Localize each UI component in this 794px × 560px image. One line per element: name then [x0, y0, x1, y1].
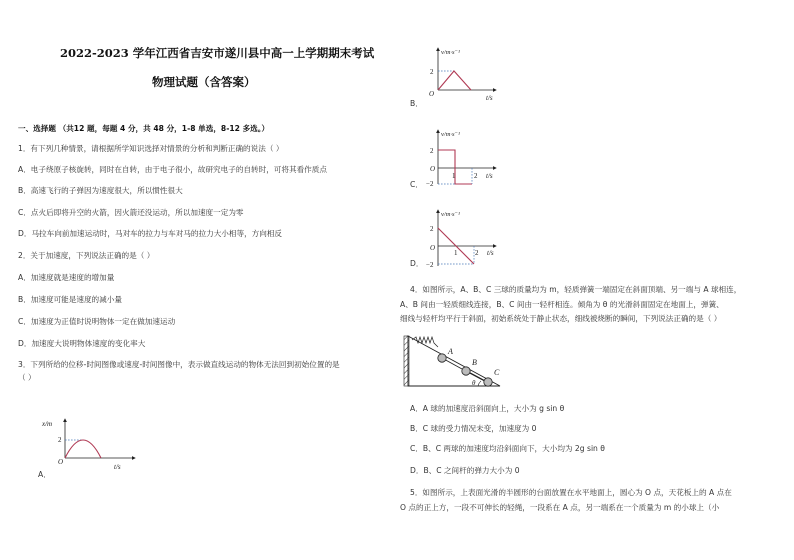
graph-d [410, 206, 510, 270]
graph-d-origin: O [430, 244, 436, 252]
graph-c-t2: 2 [474, 172, 478, 180]
q1-stem: 1．有下列几种情景，请根据所学知识选择对情景的分析和判断正确的说法（ ） [18, 144, 284, 153]
q4-stem-3: 细线与轻杆均平行于斜面，初始系统处于静止状态，细线被烧断的瞬间，下列说法正确的是（ ） [400, 314, 722, 323]
graph-a-origin: O [58, 458, 64, 466]
graph-c-tick-neg: −2 [426, 180, 434, 188]
graph-a [40, 416, 150, 476]
q5-stem-2: O 点的正上方，一段不可伸长的轻绳，一段系在 A 点，另一端系在一个质量为 m 的小球上（小 [400, 503, 720, 512]
graph-a-xlabel: t/s [114, 463, 121, 471]
graph-c-origin: O [430, 165, 436, 173]
graph-c-option: C． [410, 180, 423, 189]
q1-option-c: C．点火后即将升空的火箭，因火箭还没运动，所以加速度一定为零 [18, 208, 244, 217]
q1-option-a: A．电子绕原子核旋转，同时在自转，由于电子很小，故研究电子的自转时，可将其看作质点 [18, 165, 327, 174]
graph-d-tick-pos: 2 [430, 225, 434, 233]
q3-stem: 3．下列所给的位移-时间图像或速度-时间图像中，表示做直线运动的物体无法回到初始位置的是 [18, 360, 340, 369]
ball-c-label: C [494, 368, 500, 377]
graph-c [410, 126, 510, 190]
q1-option-b: B．高速飞行的子弹因为速度很大，所以惯性很大 [18, 186, 183, 195]
q2-option-b: B．加速度可能是速度的减小量 [18, 295, 122, 304]
q1-option-d: D．马拉车向前加速运动时，马对车的拉力与车对马的拉力大小相等，方向相反 [18, 229, 283, 238]
graph-a-option: A． [38, 470, 51, 479]
graph-d-tick-neg: −2 [426, 261, 434, 269]
graph-d-option: D． [410, 259, 424, 268]
graph-b-tick: 2 [430, 68, 434, 76]
q4-stem-1: 4．如图所示，A、B、C 三球的质量均为 m，轻质弹簧一端固定在斜面顶端、另一端与 A 球相连， [410, 285, 742, 294]
graph-c-xlabel: t/s [486, 172, 493, 180]
graph-a-tick: 2 [58, 436, 62, 444]
graph-d-ylabel: v/m·s⁻¹ [441, 211, 460, 218]
graph-c-t1: 1 [452, 172, 456, 180]
q3-stem-paren: （ ） [18, 373, 36, 382]
q4-stem-2: A、B 间由一轻质细线连接，B、C 间由一轻杆相连。倾角为 θ 的光滑斜面固定在地面上，弹簧、 [400, 300, 724, 309]
graph-d-t1: 1 [454, 249, 458, 257]
incline-figure [400, 332, 510, 390]
graph-b-xlabel: t/s [486, 94, 493, 102]
angle-label: θ [472, 379, 476, 387]
q2-option-c: C．加速度为正值时说明物体一定在做加速运动 [18, 317, 176, 326]
graph-b [410, 44, 510, 102]
q2-option-d: D．加速度大说明物体速度的变化率大 [18, 339, 146, 348]
graph-c-tick-pos: 2 [430, 147, 434, 155]
graph-d-xlabel: t/s [487, 249, 494, 257]
q5-stem-1: 5．如图所示，上表面光滑的半圆形的台面放置在水平地面上，圆心为 O 点，天花板上的 A 点在 [410, 488, 732, 497]
doc-subtitle: 物理试题（含答案） [152, 75, 256, 89]
q4-option-d: D．B、C 之间杆的弹力大小为 0 [410, 466, 520, 475]
q4-option-a: A．A 球的加速度沿斜面向上，大小为 g sin θ [410, 404, 565, 413]
q4-option-b: B．C 球的受力情况未变，加速度为 0 [410, 424, 537, 433]
q2-stem: 2．关于加速度，下列说法正确的是（ ） [18, 251, 155, 260]
q4-option-c: C．B、C 两球的加速度均沿斜面向下，大小均为 2g sin θ [410, 444, 605, 453]
ball-b-label: B [472, 358, 477, 367]
graph-d-t2: 2 [475, 249, 479, 257]
graph-c-ylabel: v/m·s⁻¹ [441, 131, 460, 138]
graph-b-option: B． [410, 99, 423, 108]
graph-b-origin: O [429, 90, 435, 98]
graph-a-ylabel: x/m [42, 420, 53, 428]
graph-b-ylabel: v/m·s⁻¹ [441, 49, 460, 56]
section-heading: 一、选择题 （共12 题，每题 4 分，共 48 分，1-8 单选，8-12 多选。） [18, 124, 270, 133]
ball-a-label: A [448, 347, 453, 356]
doc-title: 2022-2023 学年江西省吉安市遂川县中高一上学期期末考试 [60, 46, 375, 60]
q2-option-a: A．加速度就是速度的增加量 [18, 273, 115, 282]
